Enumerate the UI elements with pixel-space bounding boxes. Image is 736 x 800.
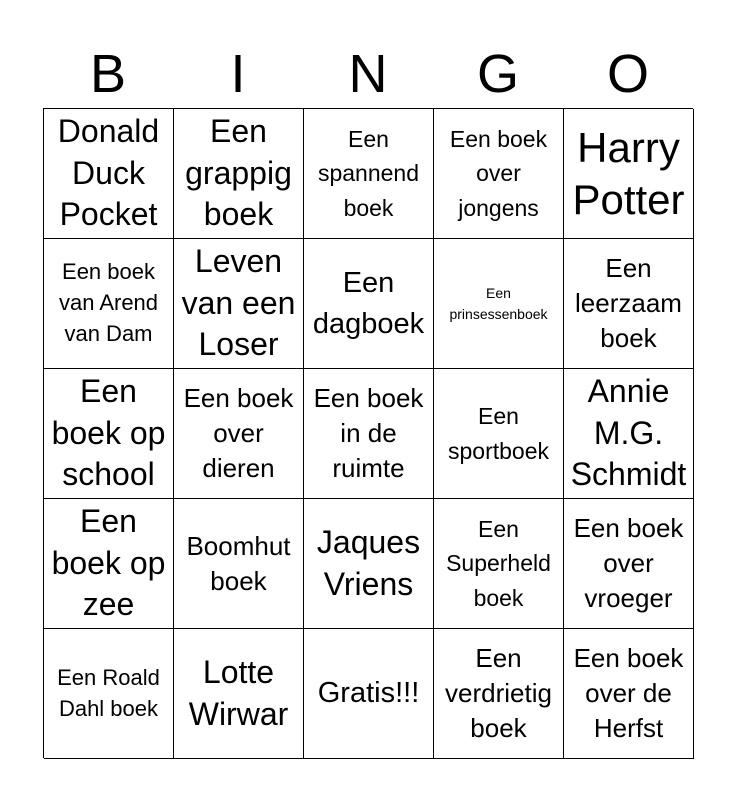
bingo-cell[interactable] — [44, 239, 174, 369]
bingo-cell[interactable] — [44, 629, 174, 759]
cell-text: Een sportboek — [447, 403, 549, 464]
cell-text: Gratis!!! — [317, 677, 420, 710]
cell-text: Een leerzaam boek — [575, 253, 682, 353]
bingo-cell[interactable] — [564, 629, 694, 759]
cell-text: Jaques Vriens — [316, 523, 421, 602]
bingo-cell[interactable] — [434, 369, 564, 499]
cell-text: Een spannend boek — [317, 126, 420, 221]
bingo-cell[interactable] — [304, 239, 434, 369]
cell-text: Leven van een Loser — [181, 243, 296, 363]
bingo-cell[interactable] — [434, 239, 564, 369]
bingo-cell[interactable] — [304, 369, 434, 499]
bingo-cell[interactable] — [564, 499, 694, 629]
cell-text: Een boek over jongens — [449, 126, 548, 221]
cell-text: Donald Duck Pocket — [57, 113, 160, 233]
cell-text: Een verdrietig boek — [445, 643, 552, 743]
bingo-cell[interactable] — [564, 239, 694, 369]
cell-text: Een dagboek — [312, 266, 425, 340]
bingo-cell[interactable] — [44, 369, 174, 499]
bingo-cell[interactable] — [174, 369, 304, 499]
bingo-cell[interactable] — [304, 109, 434, 239]
cell-text: Een Roald Dahl boek — [57, 664, 160, 721]
cell-text: Een boek in de ruimte — [313, 383, 424, 483]
bingo-cell[interactable] — [434, 629, 564, 759]
bingo-cell[interactable] — [174, 629, 304, 759]
cell-text: Een boek van Arend van Dam — [58, 259, 159, 346]
cell-text: Boomhut boek — [186, 530, 291, 596]
header-letter-b: B — [89, 44, 127, 104]
bingo-header — [43, 40, 693, 108]
header-letter-o: O — [606, 44, 649, 104]
cell-text: Een boek over de Herfst — [573, 643, 684, 743]
bingo-board — [43, 108, 693, 758]
bingo-cell[interactable] — [434, 499, 564, 629]
cell-text: Een Superheld boek — [446, 516, 551, 611]
cell-text: Een boek op school — [51, 373, 166, 493]
bingo-cell[interactable] — [304, 499, 434, 629]
cell-text: Een boek over vroeger — [573, 513, 684, 613]
header-letter-g: G — [476, 44, 519, 104]
bingo-cell[interactable] — [564, 109, 694, 239]
bingo-cell[interactable] — [304, 629, 434, 759]
bingo-cell[interactable] — [174, 499, 304, 629]
cell-text: Een boek over dieren — [183, 383, 294, 483]
cell-text: Harry Potter — [572, 124, 685, 223]
header-letter-i: I — [230, 44, 246, 104]
bingo-cell[interactable] — [174, 239, 304, 369]
cell-text: Een grappig boek — [185, 113, 292, 233]
bingo-cell[interactable] — [174, 109, 304, 239]
bingo-cell[interactable] — [434, 109, 564, 239]
bingo-cell[interactable] — [564, 369, 694, 499]
cell-text: Lotte Wirwar — [188, 653, 289, 732]
cell-text: Een boek op zee — [51, 503, 166, 623]
header-letter-n: N — [348, 44, 388, 104]
cell-text: Annie M.G. Schmidt — [570, 373, 687, 493]
cell-text: Een prinsessenboek — [449, 284, 548, 322]
bingo-cell[interactable] — [44, 499, 174, 629]
bingo-cell[interactable] — [44, 109, 174, 239]
